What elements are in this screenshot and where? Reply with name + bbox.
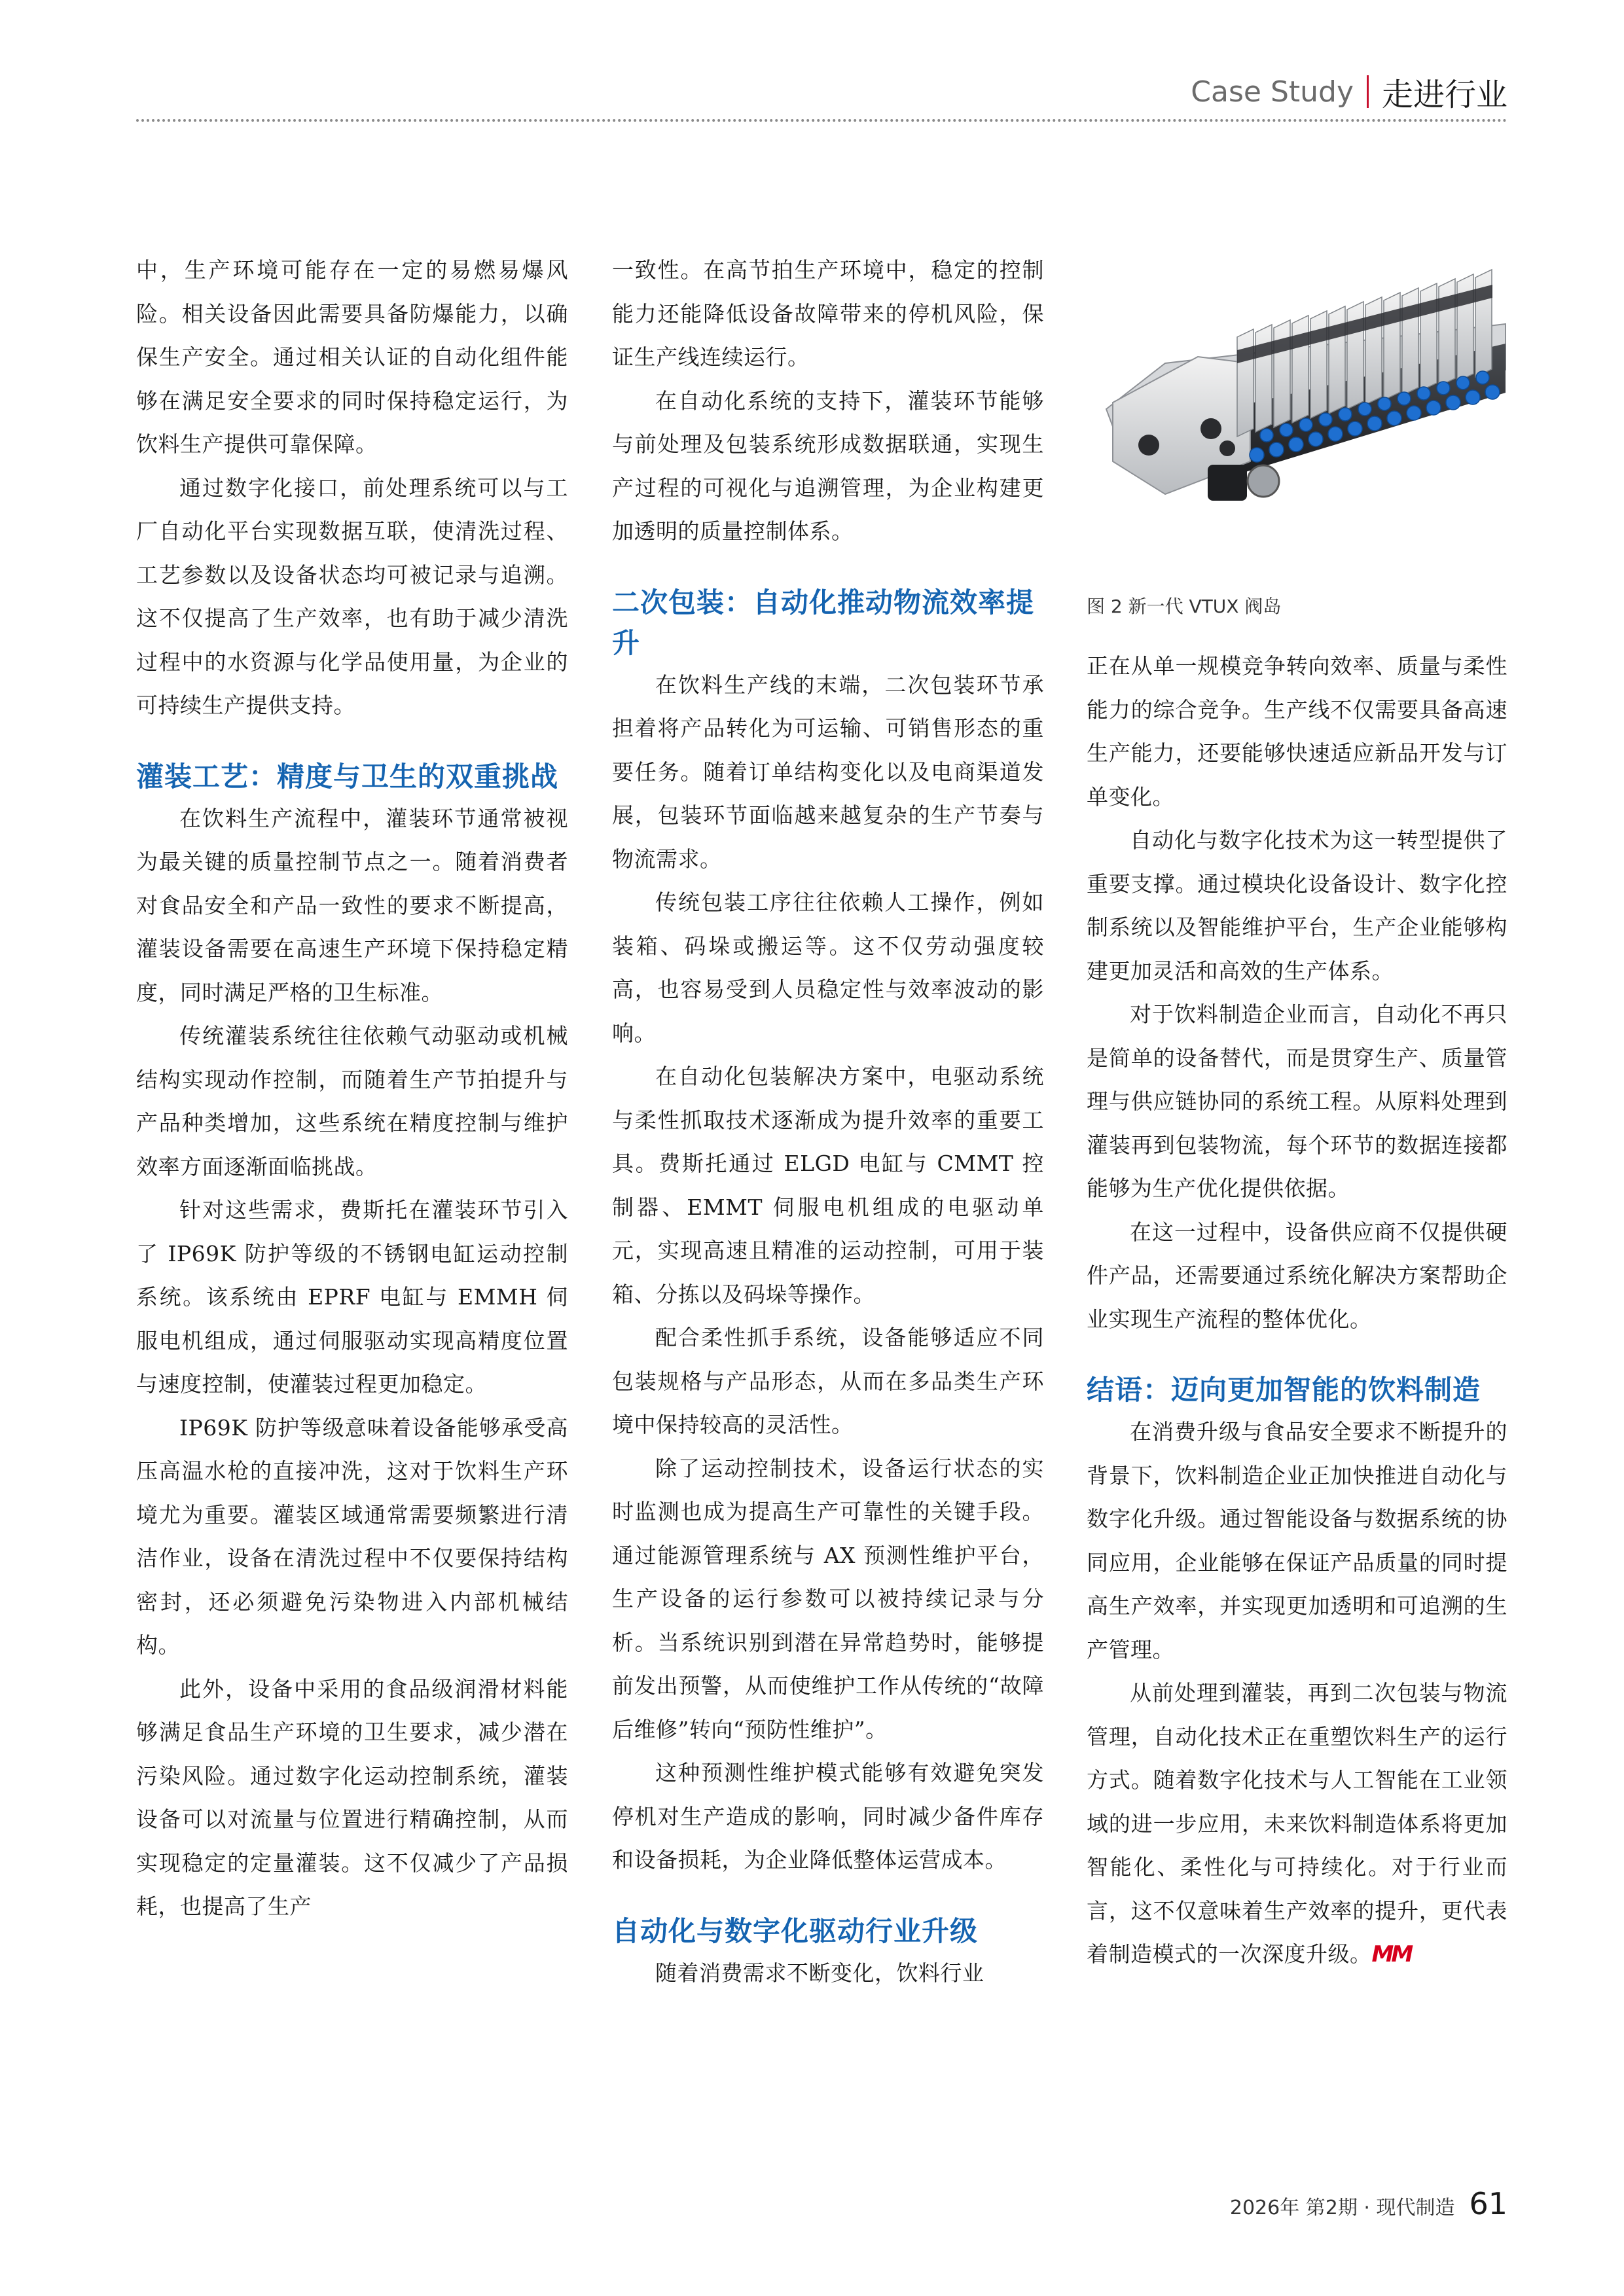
section-label-zh: 走进行业 — [1381, 76, 1507, 113]
paragraph-text: 从前处理到灌装，再到二次包装与物流管理，自动化技术正在重塑饮料生产的运行方式。随着数字化技术与人工智能在工业领域的进一步应用，未来饮料制造体系将更加智能化、柔性化与可持续化。对于行业而言，这不仅意味着生产效率的提升，更代表着制造模式的一次深度升级。 — [1087, 1680, 1507, 1967]
paragraph: 正在从单一规模竞争转向效率、质量与柔性能力的综合竞争。生产线不仅需要具备高速生产能力，还要能够快速适应新品开发与订单变化。 — [1087, 653, 1507, 810]
magazine-logo-icon: MM — [1371, 1941, 1411, 1967]
figure-valve-terminal — [1087, 245, 1519, 619]
header-dotted-rule — [136, 119, 1507, 122]
paragraph: 在饮料生产流程中，灌装环节通常被视为最关键的质量控制节点之一。随着消费者对食品安全和产品一致性的要求不断提高，灌装设备需要在高速生产环境下保持稳定精度，同时满足严格的卫生标准。 — [136, 805, 568, 1005]
paragraph-final — [1087, 1672, 1507, 1977]
paragraph: 传统包装工序往往依赖人工操作，例如装箱、码垛或搬运等。这不仅劳动强度较高，也容易受到人员稳定性与效率波动的影响。 — [612, 889, 1044, 1046]
column-1 — [136, 249, 568, 1929]
paragraph: 这种预测性维护模式能够有效避免突发停机对生产造成的影响，同时减少备件库存和设备损耗，为企业降低整体运营成本。 — [612, 1760, 1044, 1873]
paragraph: 此外，设备中采用的食品级润滑材料能够满足食品生产环境的卫生要求，减少潜在污染风险。通过数字化运动控制系统，灌装设备可以对流量与位置进行精确控制，从而实现稳定的定量灌装。这不仅减少了产品损耗，也提高了生产 — [136, 1676, 568, 1919]
paragraph: 针对这些需求，费斯托在灌装环节引入了 IP69K 防护等级的不锈钢电缸运动控制系统。该系统由 EPRF 电缸与 EMMH 伺服电机组成，通过伺服驱动实现高精度位置与速度控制，使灌装过程更加稳定。 — [136, 1197, 568, 1397]
valve-terminal-image — [1087, 245, 1519, 573]
section-label-en: Case Study — [1191, 75, 1354, 109]
paragraph: 在自动化系统的支持下，灌装环节能够与前处理及包装系统形成数据联通，实现生产过程的可视化与追溯管理，为企业构建更加透明的质量控制体系。 — [612, 387, 1044, 544]
section-heading-conclusion: 结语：迈向更加智能的饮料制造 — [1087, 1374, 1481, 1406]
paragraph: 除了运动控制技术，设备运行状态的实时监测也成为提高生产可靠性的关键手段。通过能源管理系统与 AX 预测性维护平台，生产设备的运行参数可以被持续记录与分析。当系统识别到潜在异常趋势时，能够提前发出预警，从而使维护工作从传统的“故障后维修”转向“预防性维护”。 — [612, 1455, 1044, 1742]
paragraph: 自动化与数字化技术为这一转型提供了重要支撑。通过模块化设备设计、数字化控制系统以及智能维护平台，生产企业能够构建更加灵活和高效的生产体系。 — [1087, 827, 1507, 984]
paragraph: 传统灌装系统往往依赖气动驱动或机械结构实现动作控制，而随着生产节拍提升与产品种类增加，这些系统在精度控制与维护效率方面逐渐面临挑战。 — [136, 1023, 568, 1179]
section-heading-upgrade: 自动化与数字化驱动行业升级 — [612, 1914, 979, 1947]
column-2 — [612, 249, 1044, 1995]
page-footer — [1230, 2186, 1507, 2221]
paragraph: 配合柔性抓手系统，设备能够适应不同包装规格与产品形态，从而在多品类生产环境中保持较高的灵活性。 — [612, 1325, 1044, 1437]
paragraph: 通过数字化接口，前处理系统可以与工厂自动化平台实现数据互联，使清洗过程、工艺参数以及设备状态均可被记录与追溯。这不仅提高了生产效率，也有助于减少清洗过程中的水资源与化学品使用量，为企业的可持续生产提供支持。 — [136, 475, 568, 718]
issue-info: 2026年 第2期 · 现代制造 — [1229, 2197, 1455, 2219]
paragraph: 中，生产环境可能存在一定的易燃易爆风险。相关设备因此需要具备防爆能力，以确保生产安全。通过相关认证的自动化组件能够在满足安全要求的同时保持稳定运行，为饮料生产提供可靠保障。 — [136, 257, 568, 457]
section-heading-filling: 灌装工艺：精度与卫生的双重挑战 — [136, 760, 559, 793]
paragraph: 在消费升级与食品安全要求不断提升的背景下，饮料制造企业正加快推进自动化与数字化升级。通过智能设备与数据系统的协同应用，企业能够在保证产品质量的同时提高生产效率，并实现更加透明和可追溯的生产管理。 — [1087, 1419, 1507, 1662]
paragraph: 在饮料生产线的末端，二次包装环节承担着将产品转化为可运输、可销售形态的重要任务。随着订单结构变化以及电商渠道发展，包装环节面临越来越复杂的生产节奏与物流需求。 — [612, 672, 1044, 872]
page-header — [1191, 71, 1507, 113]
section-heading-packaging: 二次包装：自动化推动物流效率提升 — [612, 586, 1035, 659]
figure-caption: 图 2 新一代 VTUX 阀岛 — [1087, 596, 1282, 617]
paragraph: 在这一过程中，设备供应商不仅提供硬件产品，还需要通过系统化解决方案帮助企业实现生产流程的整体优化。 — [1087, 1219, 1507, 1332]
paragraph: 随着消费需求不断变化，饮料行业 — [655, 1960, 984, 1986]
paragraph: 一致性。在高节拍生产环境中，稳定的控制能力还能降低设备故障带来的停机风险，保证生产线连续运行。 — [612, 257, 1044, 370]
paragraph: 对于饮料制造企业而言，自动化不再只是简单的设备替代，而是贯穿生产、质量管理与供应链协同的系统工程。从原料处理到灌装再到包装物流，每个环节的数据连接都能够为生产优化提供依据。 — [1087, 1001, 1507, 1201]
paragraph: 在自动化包装解决方案中，电驱动系统与柔性抓取技术逐渐成为提升效率的重要工具。费斯托通过 ELGD 电缸与 CMMT 控制器、EMMT 伺服电机组成的电驱动单元，实现高速且精准的运动控制，可用于装箱、分拣以及码垛等操作。 — [612, 1064, 1044, 1307]
column-3 — [1087, 645, 1507, 1977]
header-divider — [1367, 75, 1369, 108]
paragraph: IP69K 防护等级意味着设备能够承受高压高温水枪的直接冲洗，这对于饮料生产环境尤为重要。灌装区域通常需要频繁进行清洁作业，设备在清洗过程中不仅要保持结构密封，还必须避免污染物进入内部机械结构。 — [136, 1414, 568, 1658]
page-number: 61 — [1469, 2186, 1507, 2221]
